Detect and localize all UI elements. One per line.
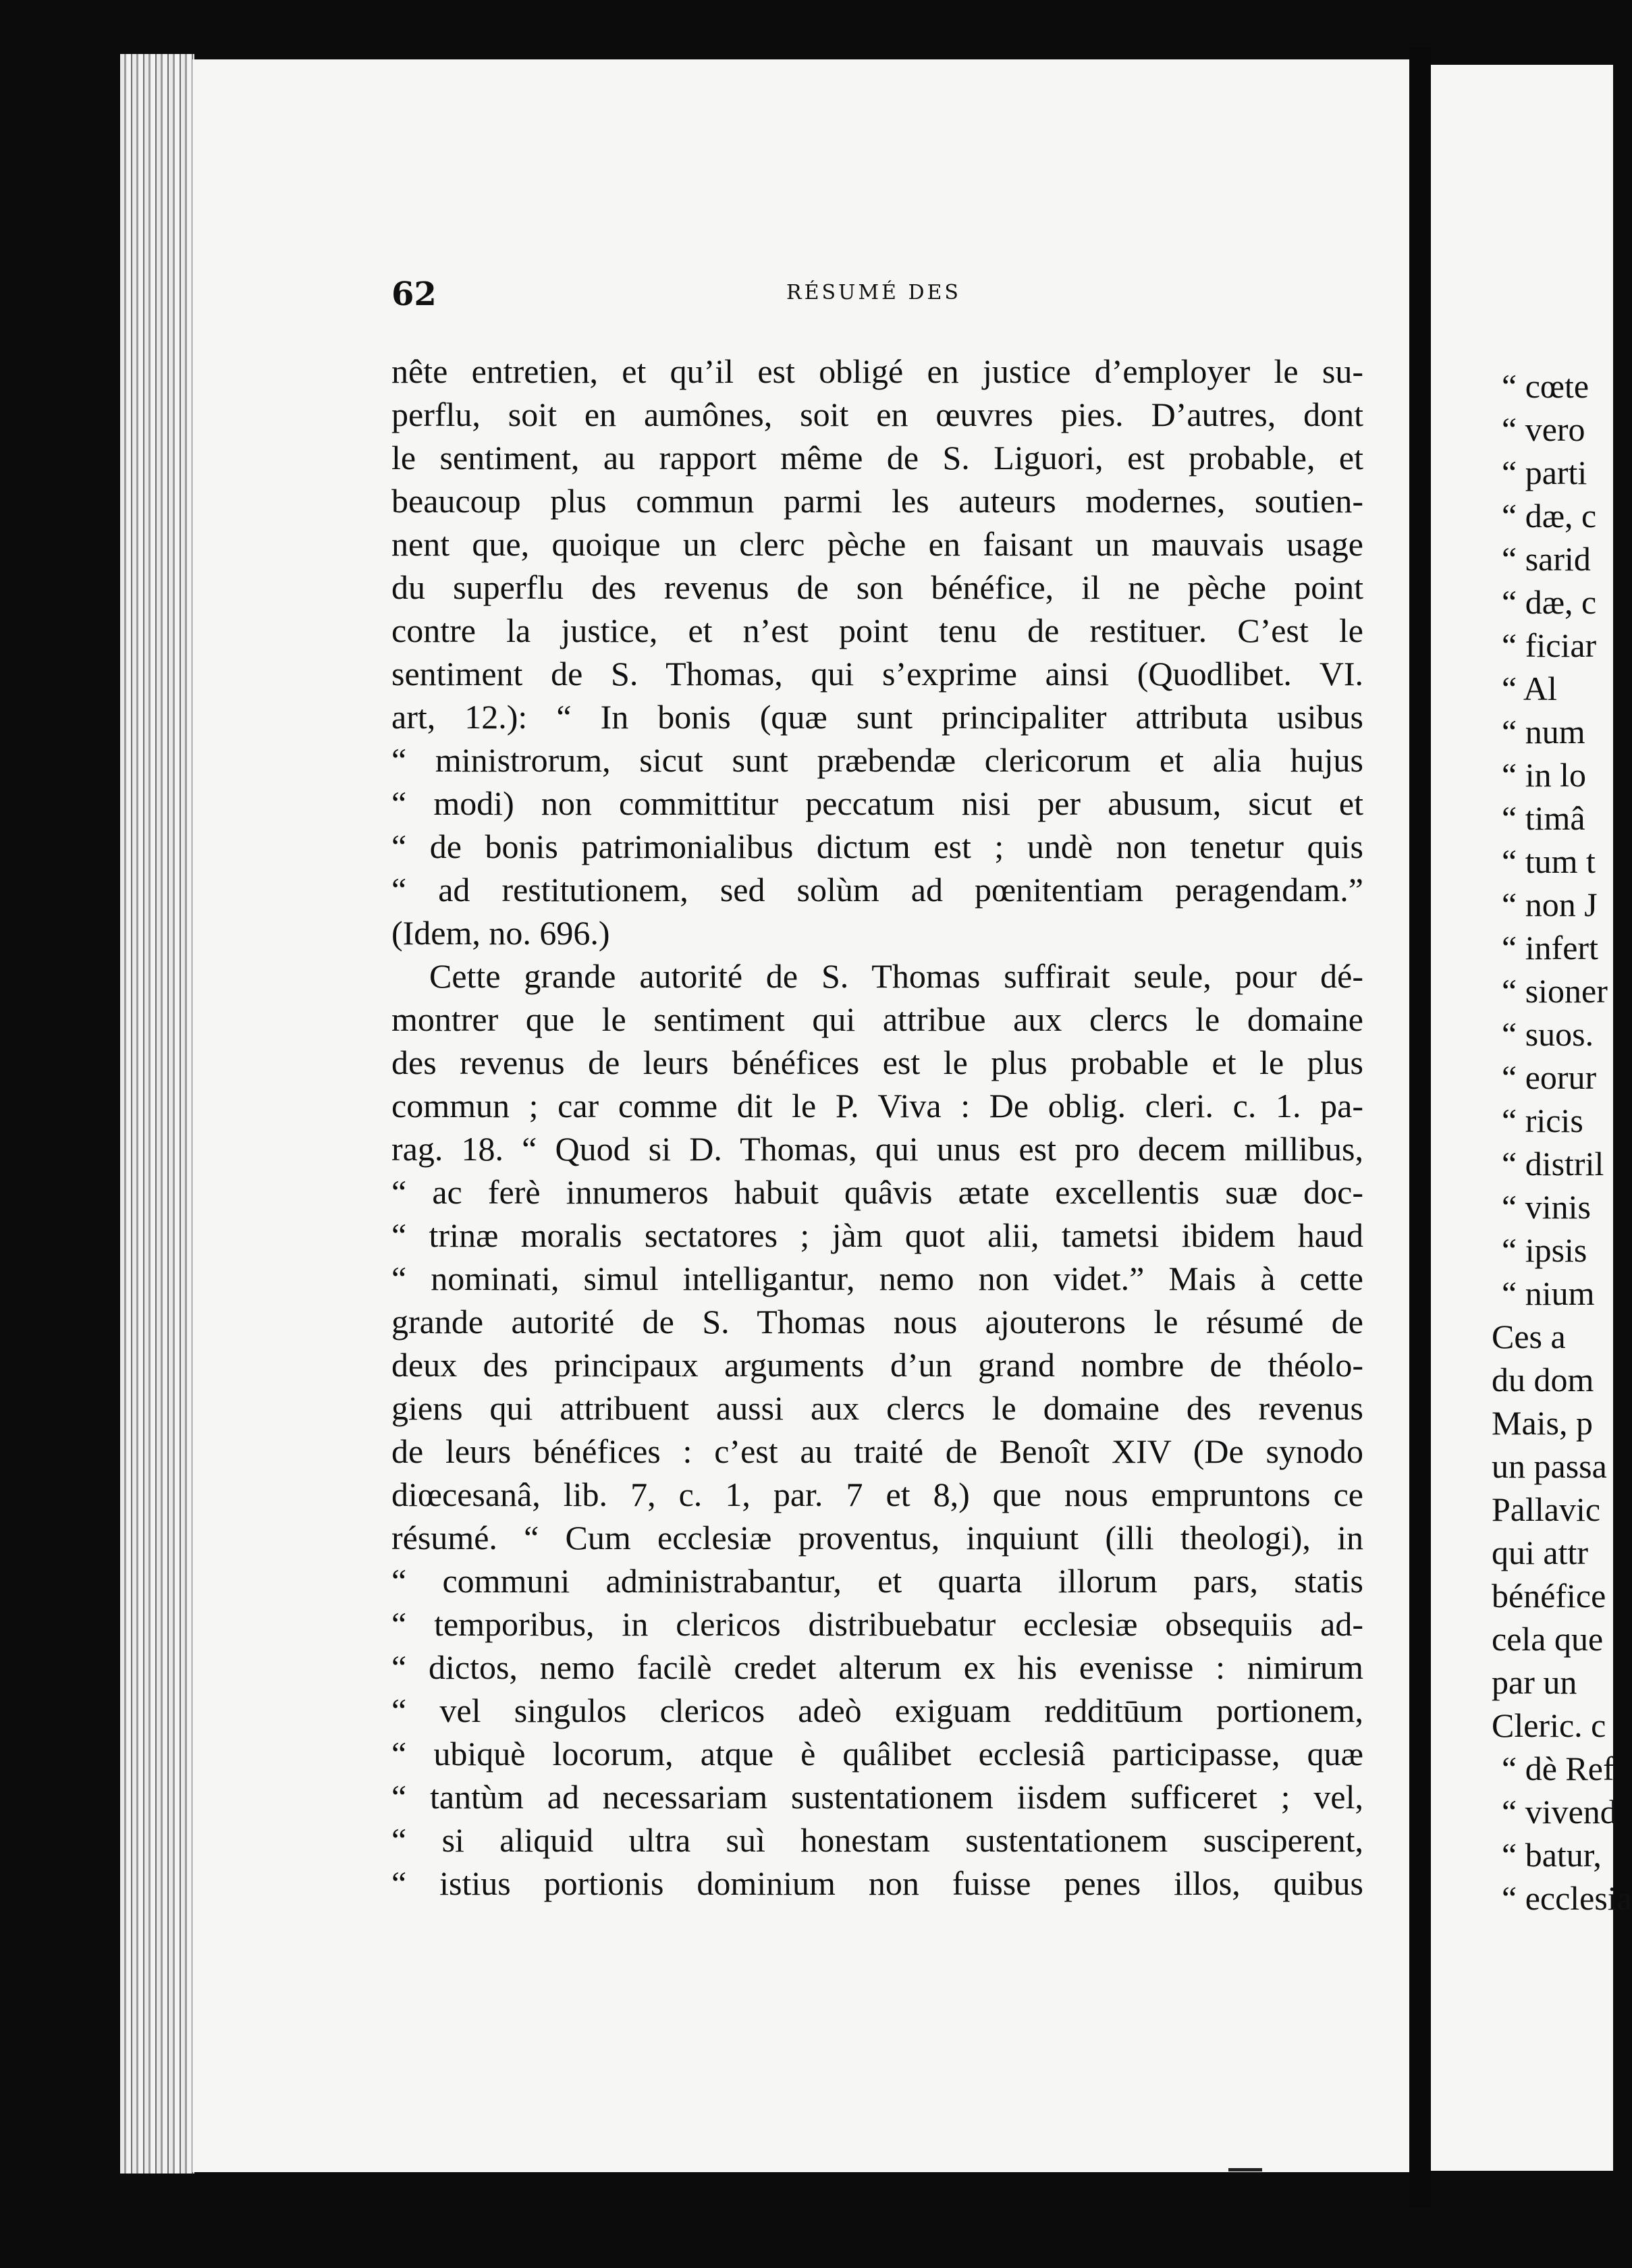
facing-line: “ Al	[1502, 670, 1557, 707]
page-header	[391, 275, 1363, 316]
text-line: résumé. “ Cum ecclesiæ proventus, inquiunt (illi theologi), in	[391, 1519, 1363, 1557]
facing-line: “ vinis	[1502, 1188, 1591, 1226]
facing-line: “ timâ	[1502, 799, 1585, 837]
facing-line: cela que	[1492, 1620, 1604, 1658]
text-line: “ modi) non committitur peccatum nisi per abusum, sicut et	[391, 784, 1363, 822]
facing-line: “ in lo	[1502, 756, 1586, 794]
text-line: “ ministrorum, sicut sunt præbendæ clericorum et alia hujus	[391, 741, 1363, 779]
text-line: “ ubiquè locorum, atque è quâlibet ecclesiâ participasse, quæ	[391, 1735, 1363, 1773]
book-spine-edges	[120, 54, 194, 2174]
facing-line: “ ricis	[1502, 1102, 1583, 1139]
catchword-dash	[1228, 2168, 1262, 2171]
text-line: sentiment de S. Thomas, qui s’exprime ainsi (Quodlibet. VI.	[391, 655, 1363, 693]
book-gutter	[1409, 47, 1431, 2207]
text-line: grande autorité de S. Thomas nous ajouterons le résumé de	[391, 1303, 1363, 1341]
text-line: beaucoup plus commun parmi les auteurs modernes, soutien-	[391, 482, 1363, 520]
facing-line: “ vivend	[1502, 1793, 1617, 1831]
facing-line: “ dæ, c	[1502, 583, 1597, 621]
text-line: diœcesanâ, lib. 7, c. 1, par. 7 et 8,) que nous empruntons ce	[391, 1476, 1363, 1513]
facing-line: du dom	[1492, 1361, 1594, 1399]
facing-line: “ cœte	[1502, 367, 1589, 405]
facing-line: “ eorur	[1502, 1058, 1597, 1096]
facing-line: un passa	[1492, 1447, 1607, 1485]
facing-line: “ suos.	[1502, 1015, 1594, 1053]
page-number: 62	[391, 275, 437, 313]
facing-line: “ sarid	[1502, 540, 1591, 578]
text-line: perflu, soit en aumônes, soit en œuvres pies. D’autres, dont	[391, 396, 1363, 433]
facing-line: “ nium	[1502, 1274, 1595, 1312]
facing-line: par un	[1492, 1663, 1577, 1701]
text-line: “ communi administrabantur, et quarta illorum pars, statis	[391, 1562, 1363, 1600]
facing-line: qui attr	[1492, 1534, 1589, 1571]
text-line: nête entretien, et qu’il est obligé en justice d’employer le su-	[391, 352, 1363, 390]
facing-line: “ dæ, c	[1502, 497, 1597, 535]
facing-line: “ distril	[1502, 1145, 1604, 1183]
text-line: “ trinæ moralis sectatores ; jàm quot alii, tametsi ibidem haud	[391, 1216, 1363, 1254]
facing-line: Cleric. c	[1492, 1706, 1606, 1744]
facing-line: Mais, p	[1492, 1404, 1593, 1442]
facing-line: bénéfice	[1492, 1577, 1606, 1615]
text-line: commun ; car comme dit le P. Viva : De oblig. cleri. c. 1. pa-	[391, 1087, 1363, 1125]
facing-line: “ parti	[1502, 454, 1587, 491]
facing-line: “ dè Ref	[1502, 1750, 1614, 1787]
text-line: “ temporibus, in clericos distribuebatur ecclesiæ obsequiis ad-	[391, 1605, 1363, 1643]
text-line: des revenus de leurs bénéfices est le plus probable et le plus	[391, 1044, 1363, 1081]
text-line: de leurs bénéfices : c’est au traité de Benoît XIV (De synodo	[391, 1432, 1363, 1470]
text-line: deux des principaux arguments d’un grand nombre de théolo-	[391, 1346, 1363, 1384]
facing-page-text	[1492, 364, 1632, 1920]
text-line: (Idem, no. 696.)	[391, 914, 610, 952]
text-line: “ nominati, simul intelligantur, nemo non videt.” Mais à cette	[391, 1260, 1363, 1297]
text-line: nent que, quoique un clerc pèche en faisant un mauvais usage	[391, 525, 1363, 563]
text-line: Cette grande autorité de S. Thomas suffirait seule, pour dé-	[429, 957, 1363, 995]
text-line: giens qui attribuent aussi aux clercs le domaine des revenus	[391, 1389, 1363, 1427]
text-line: montrer que le sentiment qui attribue aux clercs le domaine	[391, 1000, 1363, 1038]
text-line: contre la justice, et n’est point tenu de restituer. C’est le	[391, 612, 1363, 649]
text-line: “ istius portionis dominium non fuisse penes illos, quibus	[391, 1864, 1363, 1902]
facing-line: “ num	[1502, 713, 1585, 751]
text-line: “ ac ferè innumeros habuit quâvis ætate excellentis suæ doc-	[391, 1173, 1363, 1211]
text-line: “ si aliquid ultra suì honestam sustentationem susciperent,	[391, 1821, 1363, 1859]
facing-line: “ batur,	[1502, 1836, 1602, 1874]
facing-line: “ vero	[1502, 410, 1585, 448]
facing-line: “ ipsis	[1502, 1231, 1587, 1269]
facing-line: “ non J	[1502, 886, 1598, 923]
facing-line: “ ecclesia	[1502, 1879, 1632, 1917]
text-line: art, 12.): “ In bonis (quæ sunt principaliter attributa usibus	[391, 698, 1363, 736]
text-line: rag. 18. “ Quod si D. Thomas, qui unus est pro decem millibus,	[391, 1130, 1363, 1168]
facing-line: “ ficiar	[1502, 626, 1597, 664]
text-line: “ vel singulos clericos adeò exiguam redditūum portionem,	[391, 1692, 1363, 1729]
facing-line: “ sioner	[1502, 972, 1608, 1010]
facing-line: Pallavic	[1492, 1490, 1601, 1528]
text-line: le sentiment, au rapport même de S. Liguori, est probable, et	[391, 439, 1363, 477]
text-line: du superflu des revenus de son bénéfice, il ne pèche point	[391, 568, 1363, 606]
text-line: “ de bonis patrimonialibus dictum est ; undè non tenetur quis	[391, 828, 1363, 865]
facing-line: Ces a	[1492, 1318, 1566, 1355]
text-line: “ ad restitutionem, sed solùm ad pœnitentiam peragendam.”	[391, 871, 1363, 909]
facing-line: “ tum t	[1502, 842, 1596, 880]
facing-line: “ infert	[1502, 929, 1598, 967]
main-text-block	[391, 350, 1363, 1905]
running-head: RÉSUMÉ DES	[786, 281, 961, 304]
text-line: “ dictos, nemo facilè credet alterum ex his evenisse : nimirum	[391, 1648, 1363, 1686]
text-line: “ tantùm ad necessariam sustentationem iisdem sufficeret ; vel,	[391, 1778, 1363, 1816]
